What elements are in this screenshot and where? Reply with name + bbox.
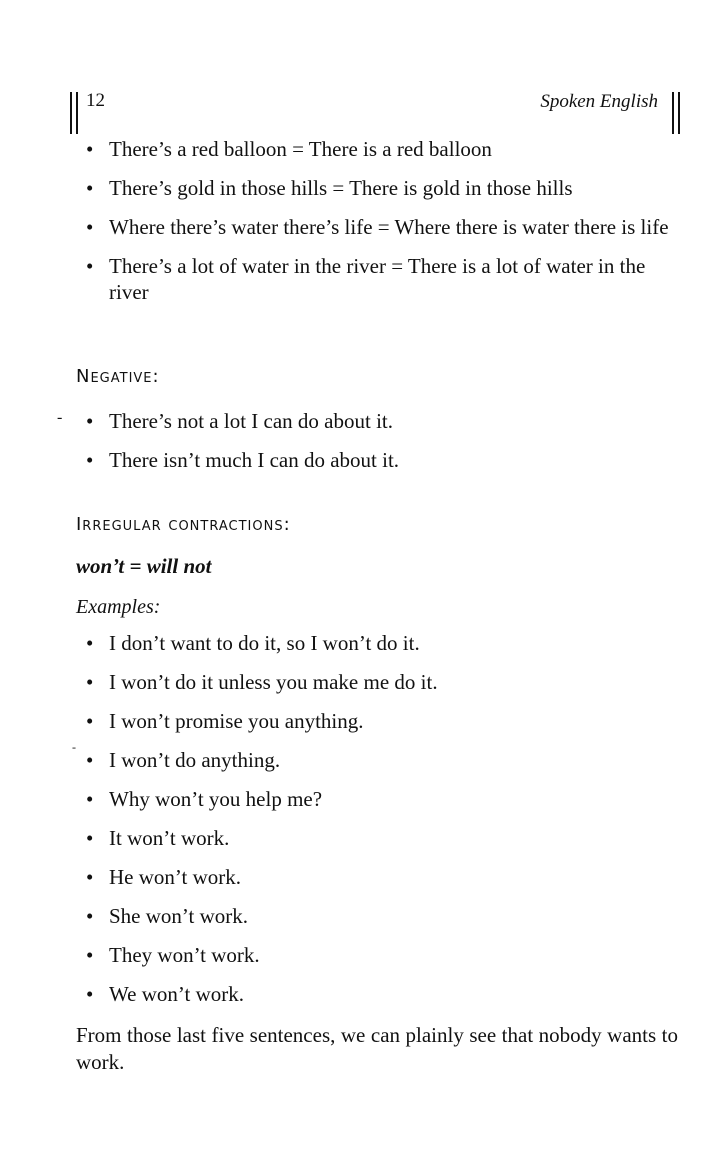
list-item: • There isn’t much I can do about it. <box>86 448 400 472</box>
margin-mark: - <box>57 409 63 426</box>
list-item: • There’s a lot of water in the river = There is a lot of water in the river <box>86 254 646 304</box>
negative-heading: Negative: <box>76 366 160 387</box>
negative-examples-list <box>70 408 676 486</box>
list-item: • We won’t work. <box>86 982 244 1006</box>
list-item: • I won’t do anything. <box>86 748 281 772</box>
bullet-icon: • <box>86 409 94 433</box>
bullet-icon: • <box>86 176 94 200</box>
wont-examples-list <box>70 630 676 1020</box>
irregular-contractions-heading: Irregular contractions: <box>76 514 291 535</box>
bullet-icon: • <box>86 943 94 967</box>
running-title: Spoken English <box>540 91 658 112</box>
header-rule-left <box>70 92 78 134</box>
header-rule-right <box>672 92 680 134</box>
bullet-icon: • <box>86 709 94 733</box>
bullet-icon: • <box>86 254 94 278</box>
page-number: 12 <box>86 90 105 111</box>
bullet-icon: • <box>86 137 94 161</box>
list-item: • I won’t promise you anything. <box>86 709 364 733</box>
list-item: • Where there’s water there’s life = Where there is water there is life <box>86 215 669 239</box>
bullet-icon: • <box>86 448 94 472</box>
list-item: • It won’t work. <box>86 826 230 850</box>
list-item: • She won’t work. <box>86 904 249 928</box>
contraction-formula: won’t = will not <box>76 554 212 578</box>
bullet-icon: • <box>86 748 94 772</box>
margin-mark: - <box>72 740 76 754</box>
list-item: • He won’t work. <box>86 865 242 889</box>
bullet-icon: • <box>86 787 94 811</box>
list-item: • I won’t do it unless you make me do it. <box>86 670 438 694</box>
contraction-examples-list <box>70 136 676 318</box>
list-item: • Why won’t you help me? <box>86 787 323 811</box>
bullet-icon: • <box>86 670 94 694</box>
bullet-icon: • <box>86 865 94 889</box>
closing-paragraph: From those last five sentences, we can plainly see that nobody wants to work. <box>76 1023 678 1074</box>
bullet-icon: • <box>86 982 94 1006</box>
list-item: • I don’t want to do it, so I won’t do it. <box>86 631 420 655</box>
bullet-icon: • <box>86 826 94 850</box>
examples-label: Examples: <box>76 596 161 618</box>
list-item: • They won’t work. <box>86 943 260 967</box>
list-item: • There’s a red balloon = There is a red balloon <box>86 137 492 161</box>
page-header <box>70 78 680 134</box>
bullet-icon: • <box>86 215 94 239</box>
list-item: • There’s not a lot I can do about it. <box>86 409 394 433</box>
bullet-icon: • <box>86 631 94 655</box>
list-item: • There’s gold in those hills = There is gold in those hills <box>86 176 573 200</box>
bullet-icon: • <box>86 904 94 928</box>
